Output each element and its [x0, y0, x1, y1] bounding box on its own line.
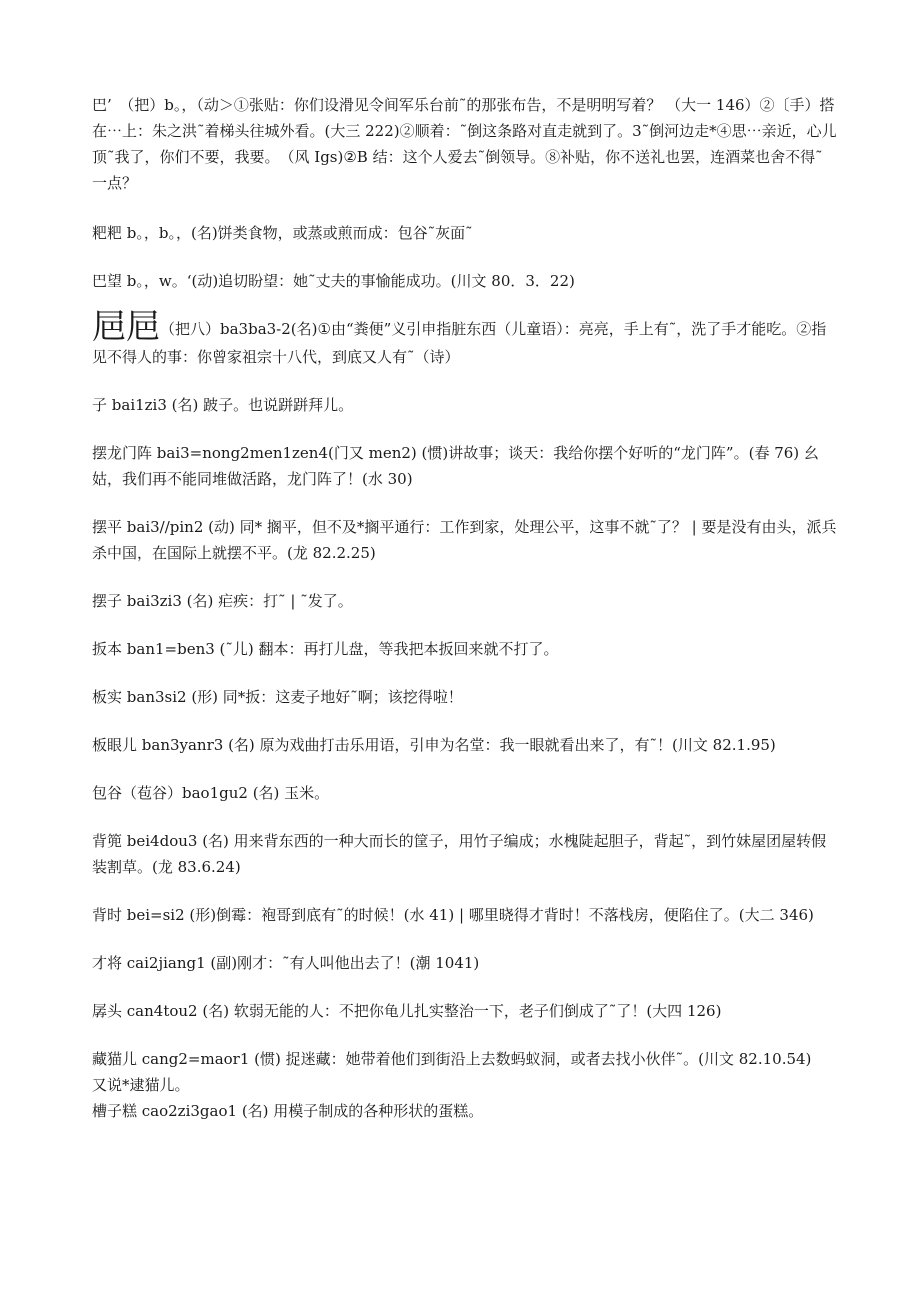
entry-ba: 巴’ （把）b。，（动＞①张贴：你们设滑见令间军乐台前˜的那张布告，不是明明写着？ （大一 146）②〔手）搭在⋯上：朱之洪˜着梯头往城外看。(大三 222)②顺着：˜倒这条路对直走就到了。3˜倒河边走*④思⋯亲近，心儿顶˜我了，你们不要，我要。 （风 Igs)②B 结：这个人爱去˜倒领导。⑧补贴，你不送礼也罢，连酒菜也舍不得˜一点？: [92, 96, 837, 192]
entry-baba-cake: 粑粑 b。，b。，(名)饼类食物，或蒸或煎而成：包谷˜灰面˜: [92, 224, 473, 242]
entry-headword-large: 㞎㞎: [92, 307, 160, 347]
entry-baizi: 子 bai1zi3 (名) 跛子。也说跰跰拜儿。: [92, 396, 354, 414]
entry-cangmaor: 藏猫儿 cang2=maor1 (惯) 捉迷藏：她带着他们到街沿上去数蚂蚁洞，或者去找小伙伴˜。(川文 82.10.54) 又说*逮猫儿。: [92, 1050, 827, 1094]
entry-cantou: 孱头 can4tou2 (名) 软弱无能的人：不把你龟儿扎实整治一下，老子们倒成了˜了！(大四 126): [92, 1002, 722, 1020]
document-page: [92, 92, 837, 1124]
entry-banben: 扳本 ban1=ben3 (˜儿) 翻本：再打儿盘，等我把本扳回来就不打了。: [92, 640, 559, 658]
entry-baizi-malaria: 摆子 bai3zi3 (名) 疟疾：打˜ | ˜发了。: [92, 592, 353, 610]
entry-baba-dirt-text: （把八）ba3ba3-2(名)①由“粪便”义引申指脏东西（儿童语）：亮亮，手上有˜，洗了手才能吃。②指见不得人的事：你曾家祖宗十八代，到底又人有˜（诗）: [92, 320, 827, 366]
entry-bawang: 巴望 b。，w。‘(动)追切盼望：她˜丈夫的事愉能成功。(川文 80．3．22): [92, 272, 575, 290]
entry-banyanr: 板眼儿 ban3yanr3 (名) 原为戏曲打击乐用语，引申为名堂：我一眼就看出来了，有˜！(川文 82.1.95): [92, 736, 776, 754]
entry-baba-dirt: [92, 307, 837, 370]
entry-baogu: 包谷（苞谷）bao1gu2 (名) 玉米。: [92, 784, 330, 802]
entry-caozigao: 槽子糕 cao2zi3gao1 (名) 用模子制成的各种形状的蛋糕。: [92, 1102, 484, 1120]
entry-beishi: 背时 bei=si2 (形)倒霉：袍哥到底有˜的时候！(水 41) | 哪里晓得才背时！不落栈房，便陷住了。(大二 346): [92, 906, 814, 924]
entry-caijiang: 才将 cai2jiang1 (副)刚才：˜有人叫他出去了！(潮 1041): [92, 954, 480, 972]
entry-bailongmenzhen: 摆龙门阵 bai3=nong2men1zen4(门又 men2) (惯)讲故事；谈天：我给你摆个好听的“龙门阵”。(春 76) 幺姑，我们再不能同堆做活路，龙门阵了！(水 30): [92, 444, 819, 488]
entry-beidou: 背篼 bei4dou3 (名) 用来背东西的一种大而长的筐子，用竹子编成；水槐陡起胆子，背起˜，到竹妹屋团屋转假装割草。(龙 83.6.24): [92, 832, 827, 876]
entry-baiping: 摆平 bai3//pin2 (动) 同* 搁平，但不及*搁平通行：工作到家，处理公平，这事不就˜了？ | 要是没有由头，派兵杀中国，在国际上就摆不平。(龙 82.2.25): [92, 518, 837, 562]
entry-banshi: 板实 ban3si2 (形) 同*扳：这麦子地好˜啊；该挖得啦！: [92, 688, 463, 706]
